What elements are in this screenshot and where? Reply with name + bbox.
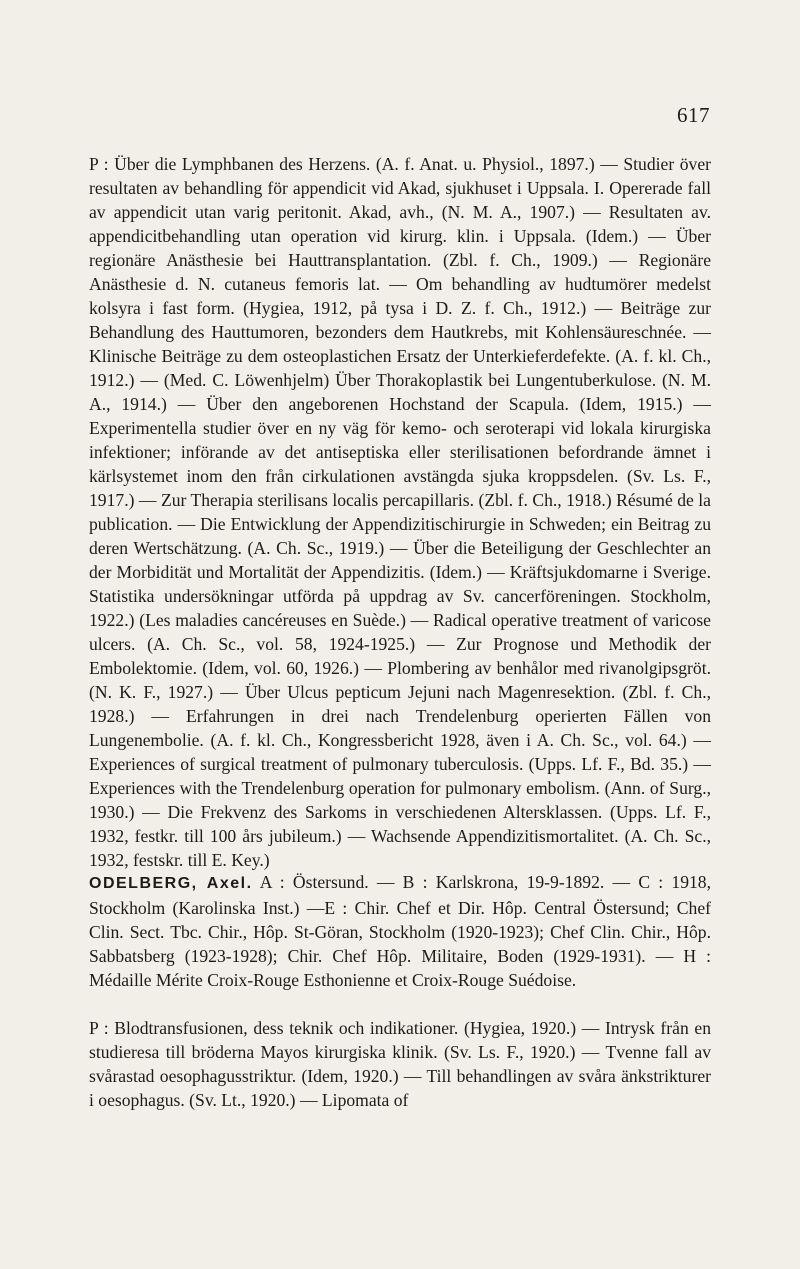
page-number: 617 xyxy=(677,103,710,127)
p-label: P xyxy=(89,154,99,174)
p-label: P xyxy=(89,1018,99,1038)
entry-odelberg xyxy=(89,870,711,1112)
publication-paragraph xyxy=(89,152,711,872)
biography-paragraph xyxy=(89,870,711,992)
person-name: ODELBERG, Axel. xyxy=(89,875,253,892)
publication-list: : Blodtransfusionen, dess teknik och indikationer. (Hygiea, 1920.) — Intrysk från en studieresa till bröderna Mayos kirurgiska klinik. (Sv. Ls. F., 1920.) — Tvenne fall av svårastad oesophagusstriktur. (Idem, 1920.) — Till behandlingen av svåra änkstrikturer i oesophagus. (Sv. Lt., 1920.) — Lipomata of xyxy=(89,1018,711,1110)
entry-publications-continued xyxy=(89,152,711,872)
biography-details: A : Östersund. — B : Karlskrona, 19-9-1892. — C : 1918, Stockholm (Karolinska Inst.) —E : Chir. Chef et Dir. Hôp. Central Östersund; Chef Clin. Sect. Tbc. Chir., Hôp. St-Göran, Stockholm (1920-1923); Chef Clin. Chir., Hôp. Sabbatsberg (1923-1928); Chir. Chef Hôp. Militaire, Boden (1929-1931). — H : Médaille Mérite Croix-Rouge Esthonienne et Croix-Rouge Suédoise. xyxy=(89,872,711,990)
publication-list: : Über die Lymphbanen des Herzens. (A. f. Anat. u. Physiol., 1897.) — Studier över resultaten av behandling för appendicit vid Akad, sjukhuset i Uppsala. I. Opererade fall av appendicit utan varig peritonit. Akad, avh., (N. M. A., 1907.) — Resultaten av. appendicitbehandling utan operation vid kirurg. klin. i Uppsala. (Idem.) — Über regionäre Anästhesie bei Hauttransplantation. (Zbl. f. Ch., 1909.) — Regionäre Anästhesie d. N. cutaneus femoris lat. — Om behandling av hudtumörer medelst kolsyra i fast form. (Hygiea, 1912, på tysa i D. Z. f. Ch., 1912.) — Beiträge zur Behandlung des Hauttumoren, bezonders dem Hautkrebs, mit Kohlensäureschnée. — Klinische Beiträge zu dem osteoplastichen Ersatz der Unterkieferdefekte. (A. f. kl. Ch., 1912.) — (Med. C. Löwenhjelm) Über Thorakoplastik bei Lungentuberkulose. (N. M. A., 1914.) — Über den angeborenen Hochstand der Scapula. (Idem, 1915.) — Experimentella studier över en ny väg för kemo- och seroterapi vid lokala kirurgiska infektioner; införande av det antiseptiska eller sterilisationen befordrande ämnet i kärlsystemet inom den från cirkulationen avstängda sjuka kroppsdelen. (Sv. Ls. F., 1917.) — Zur Therapia sterilisans localis percapillaris. (Zbl. f. Ch., 1918.) Résumé de la publication. — Die Entwicklung der Appendizitischirurgie in Schweden; ein Beitrag zu deren Wertschätzung. (A. Ch. Sc., 1919.) — Über die Beteiligung der Geschlechter an der Morbidität und Mortalität der Appendizitis. (Idem.) — Kräftsjukdomarne i Sverige. Statistika undersökningar utförda på uppdrag av Sv. cancerföreningen. Stockholm, 1922.) (Les maladies cancéreuses en Suède.) — Radical operative treatment of varicose ulcers. (A. Ch. Sc., vol. 58, 1924-1925.) — Zur Prognose und Methodik der Embolektomie. (Idem, vol. 60, 1926.) — Plombering av benhålor med rivanolgipsgröt. (N. K. F., 1927.) — Über Ulcus pepticum Jejuni nach Magenresektion. (Zbl. f. Ch., 1928.) — Erfahrungen in drei nach Trendelenburg operierten Fällen von Lungenembolie. (A. f. kl. Ch., Kongressbericht 1928, även i A. Ch. Sc., vol. 64.) — Experiences of surgical treatment of pulmonary tuberculosis. (Upps. Lf. F., Bd. 35.) — Experiences with the Trendelenburg operation for pulmonary embolism. (Ann. of Surg., 1930.) — Die Frekvenz des Sarkoms in verschiedenen Altersklassen. (Upps. Lf. F., 1932, festkr. till 100 års jubileum.) — Wachsende Appendizitismortalitet. (A. Ch. Sc., 1932, festskr. till E. Key.) xyxy=(89,154,711,870)
publication-paragraph xyxy=(89,1016,711,1112)
